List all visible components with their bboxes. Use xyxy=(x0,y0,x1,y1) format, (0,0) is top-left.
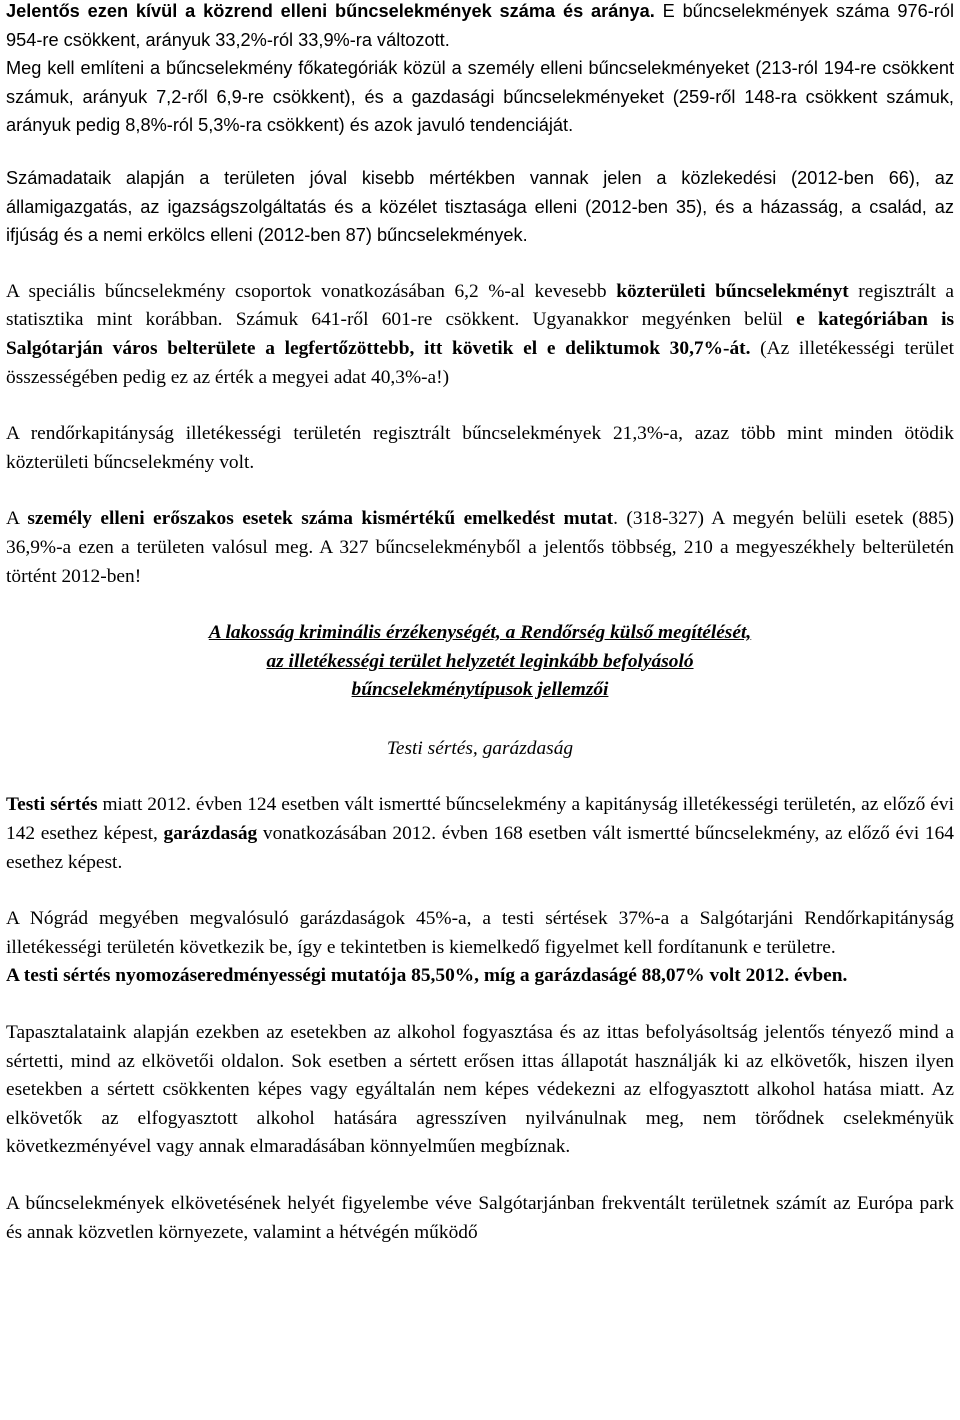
section-heading-line-1: A lakosság kriminális érzékenységét, a Rendőrség külső megítélését, xyxy=(208,622,752,644)
paragraph-main-categories xyxy=(6,54,954,140)
other-crimes-text: Számadataik alapján a területen jóval kisebb mértékben vannak jelen a közlekedési (2012-ben 66), az államigazgatás, az igazságszolgáltatás és a közélet tisztasága elleni (2012-ben 35), és a házasság, a család, az ifjúság és a nemi erkölcs elleni (2012-ben 87) bűncselekmények. xyxy=(6,167,954,246)
investigation-rate-bold: A testi sértés nyomozáseredményességi mutatója 85,50%, míg a garázdaságé 88,07% volt 2012. évben. xyxy=(6,965,848,987)
nograd-share-text: A Nógrád megyében megvalósuló garázdaságok 45%-a, a testi sértések 37%-a a Salgótarjáni Rendőrkapitányság illetékességi területén következik be, így e tekintetben is kiemelkedő figyelmet kell fordítanunk e területre. xyxy=(6,908,954,958)
paragraph-public-space-crimes xyxy=(6,278,954,392)
subsection-title: Testi sértés, garázdaság xyxy=(386,737,574,759)
district-share-text: A rendőrkapitányság illetékességi területén regisztrált bűncselekmények 21,3%-a, azaz több mint minden ötödik közterületi bűncselekmény volt. xyxy=(6,423,954,473)
public-order-lead: Jelentős ezen kívül a közrend elleni bűncselekmények száma és aránya. xyxy=(6,1,655,21)
violent-text-1: A xyxy=(6,508,28,530)
alcohol-factor-text: Tapasztalataink alapján ezekben az esetekben az alkohol fogyasztása és az ittas befolyásoltság jelentős tényező mind a sértetti, mind az elkövetői oldalon. Sok esetben a sértett erősen ittas állapotát használják ki az elkövetők, hiszen ilyen esetekben a sértett csökkenten képes vagy egyáltalán nem képes védekezni az elfogyasztott alkohol hatása miatt. Az elkövetők az elfogyasztott alkohol hatására agresszíven nyilvánulnak meg, nem törődnek cselekményük következményével vagy annak elmaradásában könnyelműen megbíznak. xyxy=(6,1022,954,1158)
paragraph-public-order xyxy=(6,0,954,54)
violent-text-2: . (318-327) A megyén belüli esetek (885) 36,9%-a ezen a területen valósul meg. A 327 bűncselekményből a jelentős többség, 210 a megyeszékhely belterületén történt 2012-ben! xyxy=(6,508,954,587)
public-space-text-3: (Az illetékességi terület összességében pedig ez az érték a megyei adat 40,3%-a!) xyxy=(6,337,954,388)
assault-text-2: vonatkozásában 2012. évben 168 esetben vált ismertté bűncselekmény, az előző évi 164 esethez képest. xyxy=(6,823,954,873)
assault-bold: Testi sértés xyxy=(6,794,98,816)
locations-text: A bűncselekmények elkövetésének helyét figyelembe véve Salgótarjánban frekventált területnek számít az Európa park és annak közvetlen környezete, valamint a hétvégén működő xyxy=(6,1193,954,1243)
main-categories-text: Meg kell említeni a bűncselekmény főkategóriák közül a személy elleni bűncselekményeket (213-ról 194-re csökkent számuk, arányuk 7,2-ről 6,9-re csökkent), és a gazdasági bűncselekményeket (259-ről 148-ra csökkent számuk, arányuk pedig 8,8%-ról 5,3%-ra csökkent) és azok javuló tendenciáját. xyxy=(6,58,954,136)
paragraph-assault-disorderly xyxy=(6,791,954,877)
paragraph-violent-crimes xyxy=(6,505,954,591)
section-heading-line-2: az illetékességi terület helyzetét leginkább befolyásoló xyxy=(266,650,694,672)
public-space-text-2: regisztrált a statisztika mint korábban. Számuk 641-ről 601-re csökkent. Ugyanakkor megyénken belül xyxy=(6,280,955,331)
paragraph-district-share xyxy=(6,420,954,477)
paragraph-investigation-rate xyxy=(6,962,954,991)
paragraph-nograd-share xyxy=(6,905,954,962)
public-order-text: E bűncselekmények száma 976-ról 954-re csökkent, arányuk 33,2%-ról 33,9%-ra változott. xyxy=(6,1,954,50)
document-page xyxy=(6,0,954,1247)
violent-bold: személy elleni erőszakos esetek száma kismértékű emelkedést mutat xyxy=(27,508,614,530)
assault-text-1: miatt 2012. évben 124 esetben vált ismertté bűncselekmény a kapitányság illetékességi területén, az előző évi 142 esethez képest, xyxy=(6,794,954,845)
paragraph-locations xyxy=(6,1190,954,1247)
section-heading-line-3: bűncselekménytípusok jellemzői xyxy=(351,679,609,701)
public-space-bold-1: közterületi bűncselekményt xyxy=(616,280,849,302)
paragraph-alcohol-factor xyxy=(6,1019,954,1162)
public-space-bold-2: e kategóriában is Salgótarján város belterülete a legfertőzöttebb, itt követik el e deliktumok 30,7%-át. xyxy=(6,309,955,359)
section-heading xyxy=(6,619,954,705)
public-space-text-1: A speciális bűncselekmény csoportok vonatkozásában 6,2 %-al kevesebb xyxy=(6,280,617,302)
disorderly-bold: garázdaság xyxy=(163,823,258,845)
paragraph-other-crimes xyxy=(6,164,954,250)
